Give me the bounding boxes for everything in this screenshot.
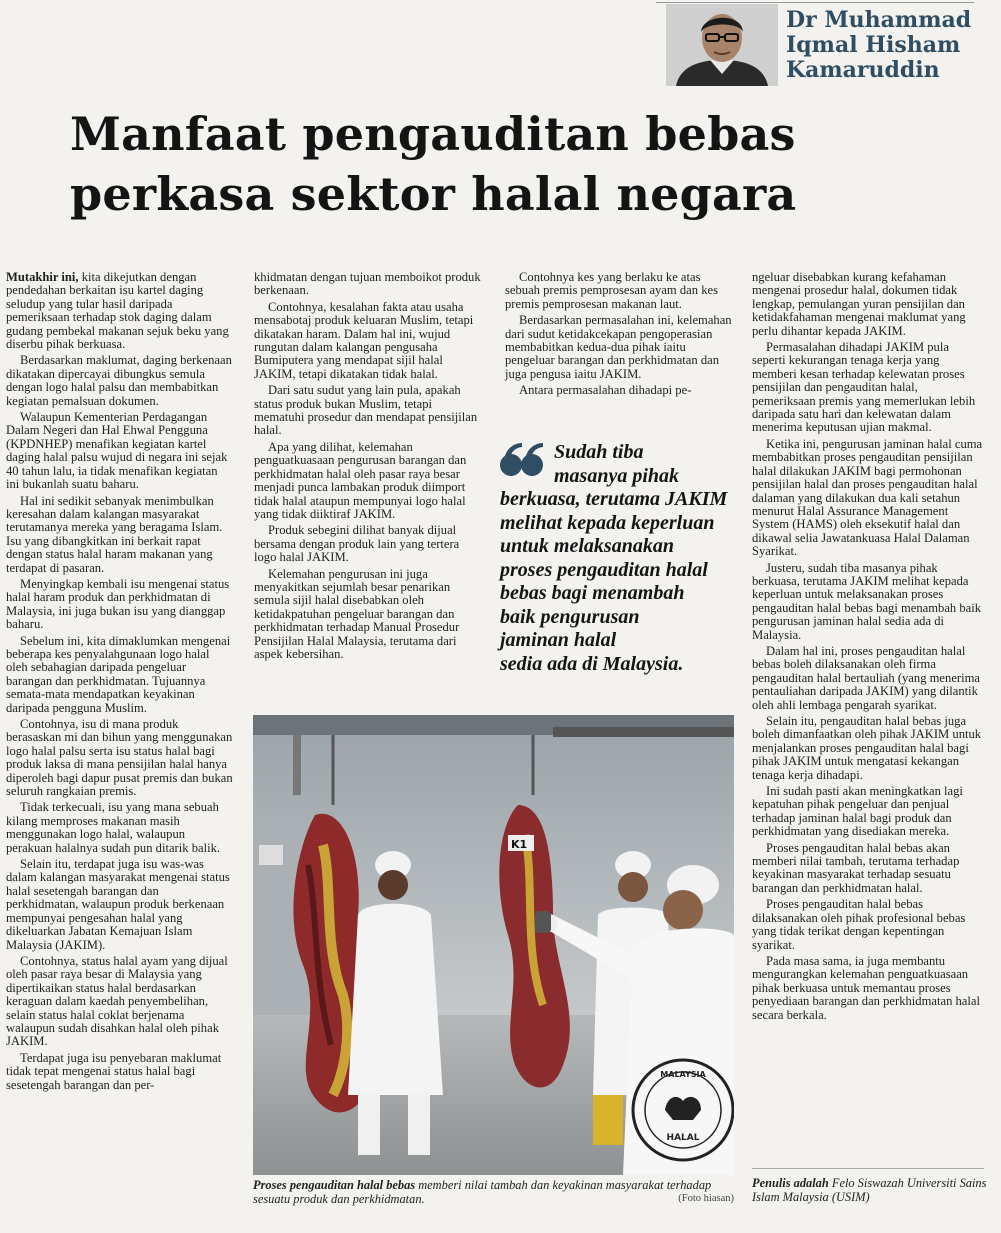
paragraph: Produk sebegini dilihat banyak dijual bersama dengan produk lain yang tertera logo halal JAKIM. <box>254 523 460 565</box>
paragraph: Pada masa sama, ia juga membantu mengurangkan kelemahan penguatkuasaan pihak berkuasa untuk memantau proses penyediaan barangan dan perkhidmatan halal secara berkala. <box>752 953 980 1022</box>
lead-paragraph <box>6 271 234 351</box>
quote-line: bebas bagi menambah <box>500 582 685 604</box>
photo-credit: (Foto hiasan) <box>678 1193 734 1204</box>
carcass-tag: K1 <box>511 838 528 851</box>
writer-note-rule <box>752 1168 984 1169</box>
author-name-line-2: Iqmal Hisham <box>786 32 961 58</box>
paragraph: Contohnya, status halal ayam yang dijual oleh pasar raya besar di Malaysia yang dipertikaikan status halal berdasarkan keraguan dalam kaedah penyembelihan, selain status halal coklat berjenama walaupun sudah disahkan halal oleh pihak JAKIM. <box>6 953 228 1049</box>
writer-note-rest: Felo Siswazah Universiti Sains Islam Malaysia (USIM) <box>752 1176 987 1204</box>
paragraph: Contohnya kes yang berlaku ke atas sebuah premis pemprosesan ayam dan kes premis pemprosesan makanan laut. <box>505 270 718 311</box>
paragraph: Antara permasalahan dihadapi pe- <box>519 383 692 398</box>
quote-line: jaminan halal <box>500 629 617 651</box>
paragraph: khidmatan dengan tujuan memboikot produk berkenaan. <box>254 270 481 298</box>
paragraph: Tidak terkecuali, isu yang mana sebuah kilang memproses makanan masih menggunakan logo halal, walaupun perakuan halalnya sudah pun ditarik balik. <box>6 800 221 855</box>
paragraph: Selain itu, pengauditan halal bebas juga boleh dimanfaatkan oleh pihak JAKIM untuk menjalankan proses pengauditan halal bagi pihak JAKIM untuk mengatasi kekangan tenaga kerja dihadapi. <box>752 714 982 782</box>
paragraph: Dari satu sudut yang lain pula, apakah status produk bukan Muslim, tetapi mematuhi prosedur dan mendapat pensijilan halal. <box>254 383 478 438</box>
paragraph: Hal ini sedikit sebanyak menimbulkan keresahan dalam kalangan masyarakat terutamanya mereka yang beragama Islam. Isu yang dibangkitkan ini berkait rapat dengan status halal haram makanan yang terdapat di pasaran. <box>6 493 223 575</box>
halal-logo-word: HALAL <box>666 1133 700 1143</box>
paragraph: Contohnya, kesalahan fakta atau usaha mensabotaj produk keluaran Muslim, tetapi dikatakan haram. Dalam hal ini, wujud rungutan dalam kalangan pengusaha Bumiputera yang mendapat sijil halal JAKIM, tetapi dikatakan tidak halal. <box>254 299 474 381</box>
paragraph: Terdapat juga isu penyebaran maklumat tidak tepat mengenai status halal bagi sesetengah barangan dan per- <box>6 1050 222 1092</box>
article-column-1 <box>6 271 234 1209</box>
article-column-4 <box>752 271 984 1171</box>
halal-logo-top: MALAYSIA <box>660 1070 706 1079</box>
writer-note <box>752 1176 988 1204</box>
paragraph: Walaupun Kementerian Perdagangan Dalam Negeri dan Hal Ehwal Pengguna (KPDNHEP) menafikan kegiatan kartel daging halal palsu wujud di negara ini sejak 40 tahun lalu, ia tidak menafikan kegiatan ini bukanlah suatu baharu. <box>6 410 228 492</box>
paragraph: Selain itu, terdapat juga isu was-was dalam kalangan masyarakat mengenai status halal sesetengah barangan dan perkhidmatan, walaupun produk berkenaan mempunyai pengesahan halal yang dikeluarkan Jabatan Kemajuan Islam Malaysia (JAKIM). <box>6 857 230 952</box>
paragraph: ngeluar disebabkan kurang kefahaman mengenai prosedur halal, dokumen tidak lengkap, pemulangan yuran pensijilan dan ketidakfahaman mengenai maklumat yang perlu dihantar kepada JAKIM. <box>752 270 966 338</box>
quote-line: proses pengauditan halal <box>500 558 708 581</box>
paragraph: Justeru, sudah tiba masanya pihak berkuasa, terutama JAKIM melihat kepada keperluan untuk melaksanakan proses pengauditan halal bebas bagi menambah baik pengurusan jaminan halal sedia ada di Malaysia. <box>752 560 982 642</box>
paragraph: Dalam hal ini, proses pengauditan halal bebas boleh dilaksanakan oleh firma pengauditan halal bertauliah (yang menerima pentauliahan daripada JAKIM) yang dilantik oleh ahli lembaga pengarah syarikat. <box>752 643 980 712</box>
article-column-2 <box>254 271 484 691</box>
paragraph: Contohnya, isu di mana produk berasaskan mi dan bihun yang menggunakan logo halal palsu serta isu status halal bagi produk laksa di mana pensijilan halal hanya diperoleh bagi dapur pusat premis dan bukan seluruh rangkaian premis. <box>6 717 233 799</box>
paragraph: Menyingkap kembali isu mengenai status halal haram produk dan perkhidmatan di Malaysia, ini juga bukan isu yang dianggap baharu. <box>6 576 230 632</box>
paragraph: Ini sudah pasti akan meningkatkan lagi kepatuhan pihak pengeluar dan penjual terhadap jaminan halal bagi produk dan perkhidmatan yang disediakan mereka. <box>752 784 963 839</box>
paragraph: Apa yang dilihat, kelemahan penguatkuasaan pengurusan barangan dan perkhidmatan halal oleh pasar raya besar menjadi punca lambakan produk diimport tidak halal ataupun mempunyai logo halal yang tidak diiktiraf JAKIM. <box>254 439 467 521</box>
lead-bold: Mutakhir ini, <box>6 270 79 284</box>
headline-line-1: Manfaat pengauditan bebas <box>70 107 796 161</box>
article-column-3 <box>505 271 735 411</box>
paragraph: Berdasarkan permasalahan ini, kelemahan dari sudut ketidakcekapan pengoperasian membabitkan kedua-dua pihak iaitu pengeluar barangan dan perkhidmatan dan juga pengusa iaitu JAKIM. <box>505 313 732 381</box>
caption-rest: memberi nilai tambah dan keyakinan masyarakat terhadap sesuatu produk dan perkhidmatan. <box>253 1178 712 1206</box>
quote-line: berkuasa, terutama JAKIM <box>500 488 728 510</box>
caption-bold: Proses pengauditan halal bebas <box>253 1178 416 1192</box>
author-top-rule <box>656 2 974 3</box>
writer-note-bold: Penulis adalah <box>752 1176 829 1190</box>
quote-line: melihat kepada keperluan <box>500 511 715 534</box>
quote-line: untuk melaksanakan <box>500 535 674 557</box>
paragraph: Permasalahan dihadapi JAKIM pula seperti kekurangan tenaga kerja yang memberi kesan terhadap kelewatan proses pensijilan dan pengauditan halal, pemeriksaan premis yang memerlukan lebih daripada satu hari dan kelewatan dalam menerima keputusan ujian makmal. <box>752 340 976 435</box>
paragraph: Ketika ini, pengurusan jaminan halal cuma membabitkan proses pengauditan pensijilan halal dilakukan JAKIM bagi permohonan pensijilan halal dan proses pengauditan halal dalaman yang dilakukan dua kali setahun menurut Halal Assurance Management System (HAMS) oleh eksekutif halal dan dikawal selia Jawatankuasa Halal Dalaman Syarikat. <box>752 436 983 559</box>
author-name-line-3: Kamaruddin <box>786 57 940 83</box>
paragraph: Proses pengauditan halal bebas akan memberi nilai tambah, terutama terhadap keyakinan masyarakat terhadap sesuatu barangan dan perkhidmatan halal. <box>752 840 960 895</box>
pull-quote-text <box>500 441 740 676</box>
author-photo <box>666 4 778 86</box>
paragraph: Proses pengauditan halal bebas dilaksanakan oleh pihak profesional bebas yang tidak terikat dengan kepentingan syarikat. <box>752 897 966 952</box>
lead-rest: kita dikejutkan dengan pendedahan berkaitan isu kartel daging seludup yang tular hasil daripada pemeriksaan terhadap stok daging dalam gudang pembekal makanan sejuk beku yang diserbu pihak berkuasa. <box>6 270 229 352</box>
headline-line-2: perkasa sektor halal negara <box>70 167 797 221</box>
article-photo <box>253 715 734 1175</box>
quote-line: Sudah tiba <box>554 441 644 463</box>
paragraph: Kelemahan pengurusan ini juga menyakitkan sejumlah besar penarikan semula sijil halal disebabkan oleh ketidakpatuhan pengeluar barangan dan perkhidmatan terhadap Manual Prosedur Pensijilan Halal Malaysia, terutama dari aspek kebersihan. <box>254 566 460 661</box>
quote-line: masanya pihak <box>554 464 680 487</box>
headline <box>70 104 970 224</box>
pull-quote <box>498 441 742 681</box>
quote-line: sedia ada di Malaysia. <box>500 652 684 675</box>
author-name-line-1: Dr Muhammad <box>786 7 972 33</box>
quote-line: baik pengurusan <box>500 605 640 628</box>
author-name <box>786 8 996 83</box>
paragraph: Sebelum ini, kita dimaklumkan mengenai beberapa kes penyalahgunaan logo halal oleh sebahagian daripada pengeluar barangan dan perkhidmatan. Tujuannya semata-mata mendapatkan keyakinan daripada pengguna Muslim. <box>6 633 231 715</box>
paragraph: Berdasarkan maklumat, daging berkenaan dikatakan dipercayai dibungkus semula dengan logo halal palsu dan membabitkan kegiatan pemalsuan dokumen. <box>6 353 232 408</box>
photo-caption <box>253 1178 734 1206</box>
